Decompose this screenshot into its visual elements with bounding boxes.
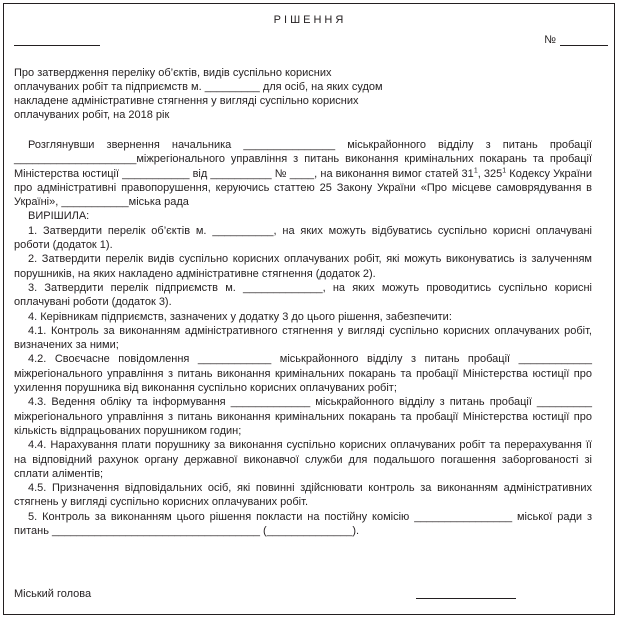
number-blank-line (560, 35, 608, 46)
date-blank-line (14, 45, 100, 46)
item-5: 5. Контроль за виконанням цього рішення покласти на постійну комісію ________________ міської ради з питань __________________________________ (______________). (14, 510, 592, 538)
mayor-label: Міський голова (14, 588, 92, 600)
item-2: 2. Затвердити перелік видів суспільно корисних оплачуваних робіт, які можуть виконуватись із залученням порушників, на яких накладено адміністративне стягнення (додаток 2). (14, 253, 592, 280)
item-4-3: 4.3. Ведення обліку та інформування _____________ міськрайонного відділу з питань пробації _________ міжрегіонального управління з питань виконання кримінальних покарань та пробації Міністерства юстиції про кількість відпрацьованих порушником годин; (14, 396, 592, 437)
item-1: 1. Затвердити перелік об’єктів м. __________, на яких можуть відбуватись суспільно корисні оплачувані роботи (додаток 1). (14, 224, 592, 252)
resolved-label: ВИРІШИЛА: (28, 210, 90, 223)
item-4-1: 4.1. Контроль за виконанням адміністративного стягнення у вигляді суспільно корисних оплачуваних робіт, визначених за ними; (14, 324, 592, 352)
document-title: РІШЕННЯ (273, 14, 347, 26)
document-body (14, 138, 592, 538)
item-4-5: 4.5. Призначення відповідальних осіб, які повинні здійснювати контроль за виконанням адміністративних стягнень у вигляді суспільно корисних оплачуваних робіт. (14, 482, 592, 509)
item-4-4: 4.4. Нарахування плати порушнику за виконання суспільно корисних оплачуваних робіт та перерахування її на відповідний рахунок органу державної виконавчої служби для подальшого погашення заборгованості зі сплати аліментів; (14, 439, 592, 480)
document-number (544, 34, 608, 46)
item-4-2: 4.2. Своєчасне повідомлення ____________ міськрайонного відділу з питань пробації ____________ міжрегіонального управління з питань виконання кримінальних покарань та пробації Міністерства юстиції про ухилення порушника від виконання суспільно корисних оплачуваних робіт; (14, 353, 592, 395)
intro-paragraph: Розглянувши звернення начальника _______________ міськрайонного відділу з питань пробації ____________________міжрегіонального управління з питань виконання кримінальних покарань та пробації Міністерства юстиції ___________ від __________ № ____, на виконання вимог статей $31^1$, $325^1$ Кодексу України про адміністративні правопорушення, керуючись статтею 25 Закону України «Про місцеве самоврядування в Україні», ___________міська рада (14, 139, 593, 209)
signature-line (416, 598, 516, 599)
item-4: 4. Керівникам підприємств, зазначених у додатку 3 до цього рішення, забезпечити: (28, 310, 452, 323)
document-heading: Про затвердження переліку об’єктів, видів суспільно корисних оплачуваних робіт та підприємств м. _________ для осіб, на яких судом накладене адміністративне стягнення у вигляді суспільно корисних оплачуваних робіт, на 2018 рік (14, 67, 383, 121)
number-label: № (544, 34, 556, 46)
item-3: 3. Затвердити перелік підприємств м. _____________, на яких можуть проводитись суспільно корисні оплачувані роботи (додаток 3). (14, 281, 592, 309)
